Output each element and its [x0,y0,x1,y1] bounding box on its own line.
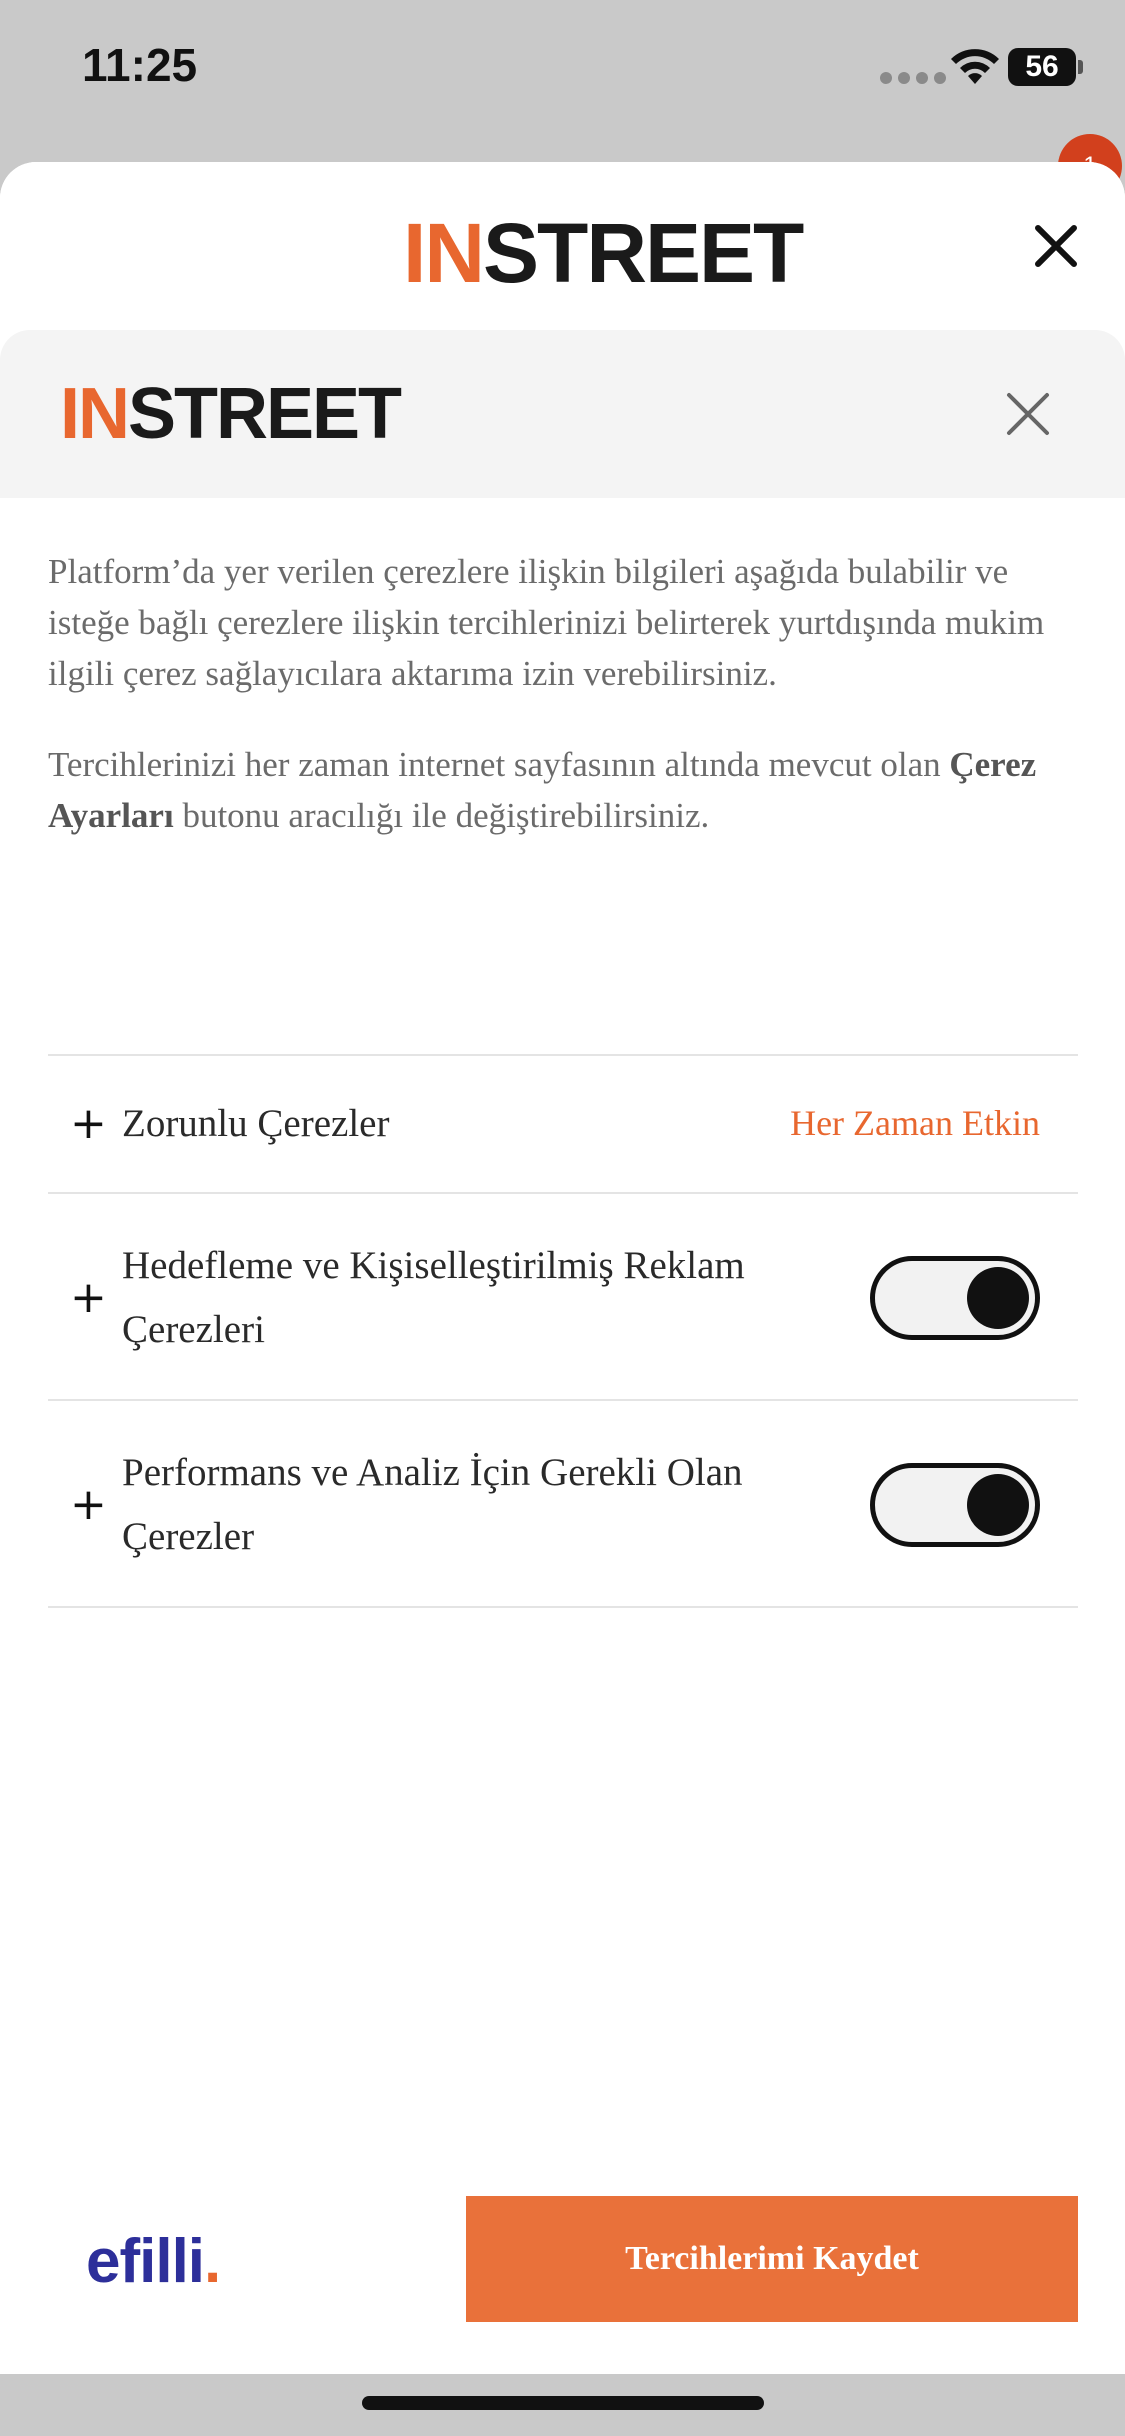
save-preferences-button[interactable]: Tercihlerimi Kaydet [466,2196,1078,2322]
category-row-performance[interactable] [48,1399,1078,1607]
instreet-logo-inner: IN STREET [60,374,401,454]
divider [48,1606,1078,1608]
wifi-icon [948,44,1002,88]
plus-icon[interactable]: + [70,1479,107,1530]
sheet-header [0,162,1125,330]
panel-header [0,330,1125,498]
instreet-logo: IN STREET [403,205,803,300]
close-icon[interactable] [1034,224,1078,268]
plus-icon[interactable]: + [70,1098,107,1149]
efilli-logo: efilli. [86,2227,221,2296]
category-label: Performans ve Analiz İçin Gerekli Olan Çerezler [122,1451,743,1558]
intro-text [48,546,1078,881]
battery-icon: 56 [1008,48,1076,86]
toggle-knob [967,1267,1029,1329]
category-row-targeting[interactable] [48,1192,1078,1400]
always-active-label: Her Zaman Etkin [790,1103,1040,1143]
category-label: Zorunlu Çerezler [122,1102,390,1145]
close-panel-icon[interactable] [1006,392,1050,436]
cookie-settings-bold: Çerez Ayarları [48,745,1037,835]
targeting-toggle[interactable] [870,1256,1040,1340]
intro-paragraph-2: Tercihlerinizi her zaman internet sayfasının altında mevcut olan Çerez Ayarları butonu aracılığı ile değiştirebilirsiniz. [48,745,1037,835]
cellular-signal-icon [880,72,946,84]
performance-toggle[interactable] [870,1463,1040,1547]
status-time: 11:25 [82,39,198,91]
toggle-knob [967,1474,1029,1536]
intro-paragraph-1: Platform’da yer verilen çerezlere ilişkin bilgileri aşağıda bulabilir ve isteğe bağlı çerezlere ilişkin tercihlerinizi belirterek yurtdışında mukim ilgili çerez sağlayıcılara aktarıma izin verebilirsiniz. [48,552,1045,693]
battery-cap [1078,60,1083,74]
category-label: Hedefleme ve Kişiselleştirilmiş Reklam Çerezleri [122,1244,745,1351]
category-row-required[interactable] [48,1054,1078,1192]
plus-icon[interactable]: + [70,1272,107,1323]
home-indicator [362,2396,764,2410]
status-bar [0,0,1125,150]
